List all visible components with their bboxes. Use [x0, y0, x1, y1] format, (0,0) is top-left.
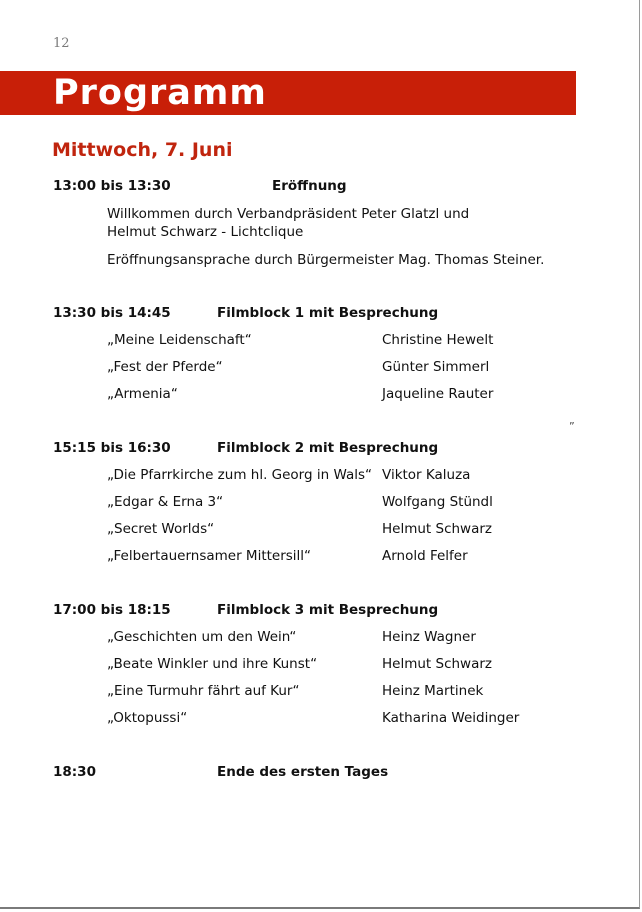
- stray-quote-mark: ”: [569, 420, 575, 433]
- film-author: Helmut Schwarz: [382, 521, 492, 537]
- film-author: Günter Simmerl: [382, 359, 490, 375]
- opening-line: Willkommen durch Verbandpräsident Peter Glatzl und: [107, 206, 470, 222]
- film-row: [0, 656, 640, 674]
- film-author: Wolfgang Stündl: [382, 494, 493, 510]
- film-row: [0, 332, 640, 350]
- film-author: Jaqueline Rauter: [382, 386, 494, 402]
- opening-time: 13:00 bis 13:30: [53, 178, 171, 194]
- page-number: 12: [53, 36, 70, 51]
- film-title: „Felbertauernsamer Mittersill“: [107, 548, 312, 564]
- film-title: „Secret Worlds“: [107, 521, 215, 537]
- film-row: [0, 548, 640, 566]
- filmblock-heading: Filmblock 3 mit Besprechung: [217, 602, 439, 618]
- closing-time: 18:30: [53, 764, 96, 780]
- film-author: Viktor Kaluza: [382, 467, 471, 483]
- film-row: [0, 629, 640, 647]
- day-heading: Mittwoch, 7. Juni: [52, 139, 233, 161]
- film-title: „Oktopussi“: [107, 710, 188, 726]
- film-author: Arnold Felfer: [382, 548, 468, 564]
- film-title: „Geschichten um den Wein“: [107, 629, 297, 645]
- film-title: „Fest der Pferde“: [107, 359, 223, 375]
- opening-line: Eröffnungsansprache durch Bürgermeister Mag. Thomas Steiner.: [107, 252, 545, 268]
- film-row: [0, 683, 640, 701]
- film-author: Heinz Martinek: [382, 683, 484, 699]
- film-title: „Meine Leidenschaft“: [107, 332, 252, 348]
- film-row: [0, 521, 640, 539]
- film-title: „Eine Turmuhr fährt auf Kur“: [107, 683, 300, 699]
- film-title: „Die Pfarrkirche zum hl. Georg in Wals“: [107, 467, 372, 483]
- film-row: [0, 359, 640, 377]
- film-row: [0, 386, 640, 404]
- film-title: „Beate Winkler und ihre Kunst“: [107, 656, 318, 672]
- film-title: „Armenia“: [107, 386, 178, 402]
- film-author: Katharina Weidinger: [382, 710, 520, 726]
- title-bar: [0, 71, 576, 115]
- page-title: Programm: [53, 73, 267, 113]
- filmblock-time: 15:15 bis 16:30: [53, 440, 171, 456]
- film-row: [0, 710, 640, 728]
- film-row: [0, 494, 640, 512]
- filmblock-time: 13:30 bis 14:45: [53, 305, 171, 321]
- filmblock-heading: Filmblock 1 mit Besprechung: [217, 305, 439, 321]
- film-title: „Edgar & Erna 3“: [107, 494, 224, 510]
- filmblock-time: 17:00 bis 18:15: [53, 602, 171, 618]
- filmblock-heading: Filmblock 2 mit Besprechung: [217, 440, 439, 456]
- film-author: Helmut Schwarz: [382, 656, 492, 672]
- film-author: Heinz Wagner: [382, 629, 476, 645]
- film-row: [0, 467, 640, 485]
- opening-heading: Eröffnung: [272, 178, 347, 194]
- film-author: Christine Hewelt: [382, 332, 494, 348]
- opening-line: Helmut Schwarz - Lichtclique: [107, 224, 304, 240]
- closing-heading: Ende des ersten Tages: [217, 764, 389, 780]
